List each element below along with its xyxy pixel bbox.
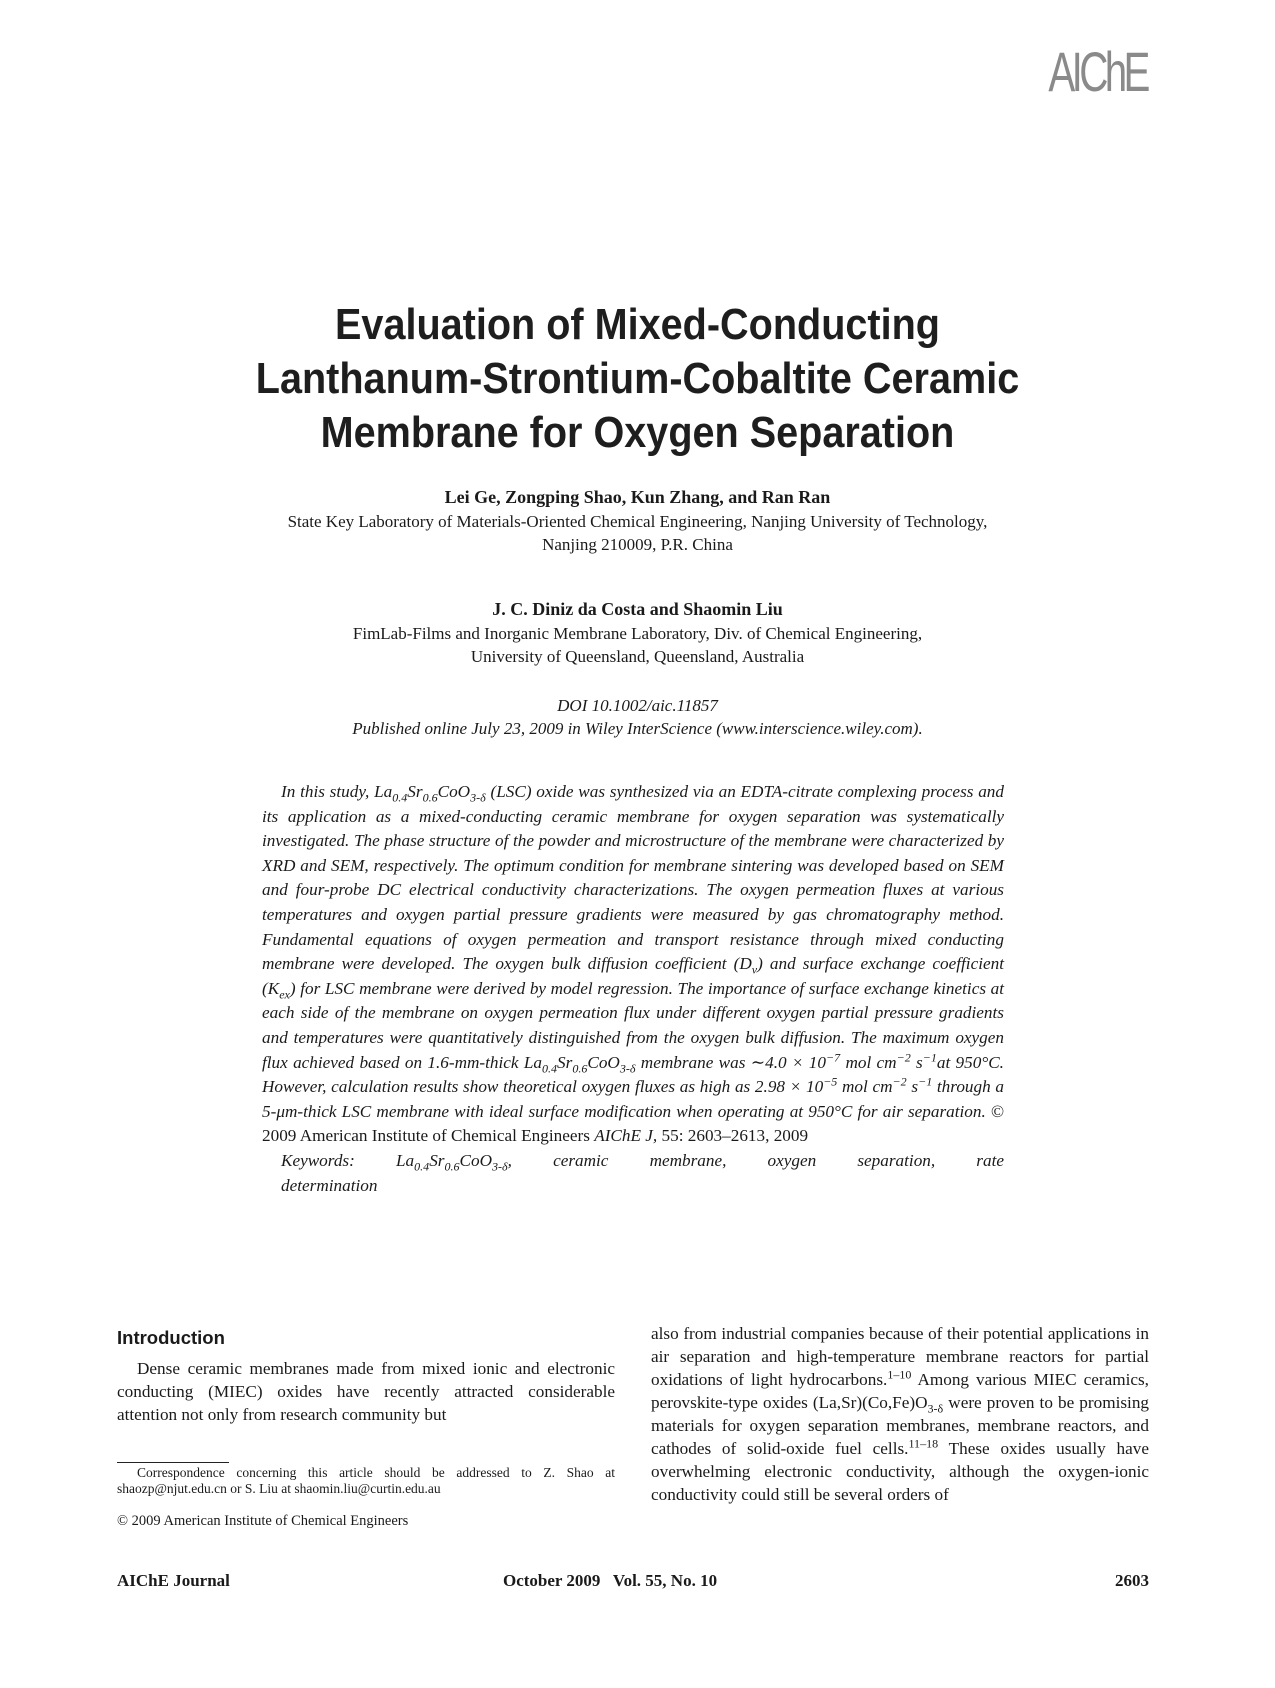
introduction-left-text: Dense ceramic membranes made from mixed ionic and electronic conducting (MIEC) oxides have recently attracted considerable attention not only from research community but xyxy=(117,1359,615,1424)
copyright-notice: © 2009 American Institute of Chemical Engineers xyxy=(117,1513,409,1529)
introduction-left-column xyxy=(117,1357,615,1426)
footer-page-number: 2603 xyxy=(1115,1571,1149,1590)
footnote-rule xyxy=(117,1462,229,1463)
introduction-right-text: also from industrial companies because of their potential applications in air separation and high-temperature membrane reactors for partial oxidations of light hydrocarbons.$^{1-10}$ Among various MIEC ceramics, perovskite-type oxides $(La,Sr)(Co,Fe)O_{3-\delta}$ were proven to be promising materials for oxygen separation membranes, membrane reactors, and cathodes of solid-oxide fuel cells.$^{11-18}$ These oxides usually have overwhelming electronic conductivity, although the oxygen-ionic conductivity could still be several orders of xyxy=(651,1324,1150,1504)
affiliation-2-line-1: FimLab-Films and Inorganic Membrane Laboratory, Div. of Chemical Engineering, xyxy=(352,624,923,643)
title-line-3: Membrane for Oxygen Separation xyxy=(320,408,955,457)
introduction-heading: Introduction xyxy=(117,1327,225,1348)
introduction-right-column xyxy=(651,1322,1149,1506)
title-line-1: Evaluation of Mixed-Conducting xyxy=(335,300,940,349)
authors-group-2: J. C. Diniz da Costa and Shaomin Liu xyxy=(492,599,783,619)
affiliation-1-line-2: Nanjing 210009, P.R. China xyxy=(542,535,733,554)
published-online: Published online July 23, 2009 in Wiley InterScience (www.interscience.wiley.com). xyxy=(352,719,923,738)
affiliation-2-line-2: University of Queensland, Queensland, Australia xyxy=(470,647,805,666)
article-title xyxy=(0,298,1275,460)
abstract-paragraph: In this study, $La_{0.4}Sr_{0.6}CoO_{3-\delta}$ (LSC) oxide was synthesized via an EDTA-citrate complexing process and its application as a mixed-conducting ceramic membrane for oxygen separation was systematically investigated. The phase structure of the powder and microstructure of the membrane were characterized by XRD and SEM, respectively. The optimum condition for membrane sintering was developed based on SEM and four-probe DC electrical conductivity characterizations. The oxygen permeation fluxes at various temperatures and oxygen partial pressure gradients were measured by gas chromatography method. Fundamental equations of oxygen permeation and transport resistance through mixed conducting membrane were developed. The oxygen bulk diffusion coefficient $(D_v)$ and surface exchange coefficient $(K_{ex})$ for LSC membrane were derived by model regression. The importance of surface exchange kinetics at each side of the membrane on oxygen permeation flux under different oxygen partial pressure gradients and temperatures were quantitatively distinguished from the oxygen bulk diffusion. The maximum oxygen flux achieved based on 1.6-mm-thick $La_{0.4}Sr_{0.6}CoO_{3-\delta}$ membrane was ∼4.0 × $10^{-7}$ mol $cm^{-2}$ $s^{-1}at$ 950°C. However, calculation results show theoretical oxygen fluxes as high as $2.98 \times 10^{-5}$ mol $cm^{-2}$ $s^{-1}$ through a 5-μm-thick LSC membrane with ideal surface modification when operating at 950°C for air separation. © 2009 American Institute of Chemical Engineers AIChE J, 55: 2603–2613, 2009 xyxy=(262,782,1005,1146)
title-line-2: Lanthanum-Strontium-Cobaltite Ceramic xyxy=(255,354,1020,403)
aiche-logo: AIChE xyxy=(1048,40,1147,103)
footer-journal: AIChE Journal xyxy=(117,1571,230,1590)
correspondence-footnote: Correspondence concerning this article should be addressed to Z. Shao at shaozp@njut.edu.cn or S. Liu at shaomin.liu@curtin.edu.au xyxy=(117,1465,615,1496)
doi: DOI 10.1002/aic.11857 xyxy=(557,696,718,715)
authors-group-1: Lei Ge, Zongping Shao, Kun Zhang, and Ran Ran xyxy=(444,487,831,507)
keywords: Keywords: $La_{0.4}Sr_{0.6}CoO_{3-\delta}$, ceramic membrane, oxygen separation, rate xyxy=(281,1150,1004,1174)
affiliation-1-line-1: State Key Laboratory of Materials-Oriented Chemical Engineering, Nanjing University of Technology, xyxy=(287,512,988,531)
footer-issue: October 2009 Vol. 55, No. 10 xyxy=(503,1571,718,1590)
keywords-continued: determination xyxy=(281,1175,378,1195)
abstract xyxy=(262,780,1004,1198)
